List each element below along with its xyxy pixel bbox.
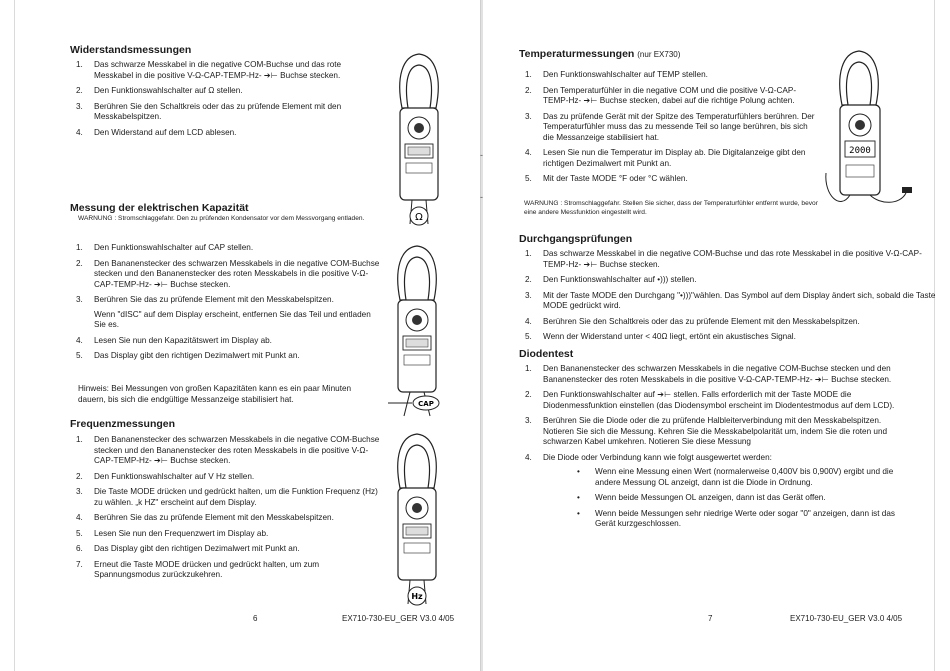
bullet-item: • Wenn eine Messung einen Wert (normalerweise 0,400V bis 0,900V) ergibt und die andere Messung OL anzeigt, dann ist die Diode in Ordnung. bbox=[577, 467, 894, 487]
list-item: 3. Berühren Sie das zu prüfende Element mit den Messkabelspitzen. Wenn "dISC" auf dem Display erscheint, entfernen Sie das Teil und entladen Sie es. bbox=[76, 295, 371, 329]
right-page bbox=[482, 0, 950, 671]
capacitance-steps bbox=[70, 243, 380, 367]
doc-code-right: EX710-730-EU_GER V3.0 4/05 bbox=[790, 614, 903, 623]
clamp-meter-illustration-hz bbox=[386, 428, 448, 608]
list-item: 4. Berühren Sie das zu prüfende Element mit den Messkabelspitzen. bbox=[76, 513, 334, 522]
clamp-meter-illustration-ohm bbox=[388, 48, 450, 228]
clamp-meter-illustration-cap bbox=[386, 240, 460, 420]
bullet-icon: • bbox=[577, 493, 580, 502]
list-item: 5. Wenn der Widerstand unter < 40Ω liegt, ertönt ein akustisches Signal. bbox=[525, 332, 796, 341]
note-capacitance: Hinweis: Bei Messungen von großen Kapazitäten kann es ein paar Minuten dauern, bis sich die endgültige Messanzeige stabilisiert hat. bbox=[78, 384, 352, 404]
list-item: 1. Den Bananenstecker des schwarzen Messkabels in die negative COM-Buchse stecken und den Bananenstecker des roten Messkabels in die positive V-Ω-CAP-TEMP-Hz- ➔⊢ Buchse stecken. bbox=[525, 364, 892, 384]
section-title-capacitance: Messung der elektrischen Kapazität bbox=[70, 202, 249, 214]
resistance-steps bbox=[70, 60, 380, 143]
list-item: 4. Lesen Sie nun die Temperatur im Display ab. Die Digitalanzeige gibt den richtigen Dezimalwert mit Punkt an. bbox=[525, 148, 806, 168]
continuity-steps bbox=[519, 249, 939, 348]
lcd-readout: 2000 bbox=[849, 146, 871, 156]
list-item: 3. Berühren Sie die Diode oder die zu prüfende Halbleiterverbindung mit den Messkabelspitzen. Notieren Sie sich die Messung. Kehren Sie die Messkabelpolarität um, indem Sie die roten und schwarzen Kabel umkehren. Notieren Sie diese Messung bbox=[525, 416, 888, 446]
list-item: 3. Berühren Sie den Schaltkreis oder das zu prüfende Element mit den Messkabelspitzen. bbox=[76, 101, 342, 121]
list-item: 7. Erneut die Taste MODE drücken und gedrückt halten, um zum Spannungsmodus zurückzukehren. bbox=[76, 559, 320, 579]
bullet-icon: • bbox=[577, 467, 580, 476]
list-item: 2. Den Temperaturfühler in die negative COM und die positive V-Ω-CAP-TEMP-Hz- ➔⊢ Buchse stecken, dabei auf die richtige Polung achten. bbox=[525, 85, 797, 105]
list-item: 5. Das Display gibt den richtigen Dezimalwert mit Punkt an. bbox=[76, 351, 300, 360]
doc-code-left: EX710-730-EU_GER V3.0 4/05 bbox=[342, 614, 455, 623]
list-item: 3. Die Taste MODE drücken und gedrückt halten, um die Funktion Frequenz (Hz) zu wählen. „k HZ" erscheint auf dem Display. bbox=[76, 487, 378, 507]
list-item: 2. Den Funktionswahlschalter auf ➔⊢ stellen. Falls erforderlich mit der Taste MODE die Diodenmessfunktion einstellen (das Diodensymbol erscheint im Diodentestmodus auf dem LCD). bbox=[525, 390, 895, 410]
warning-temperature: WARNUNG : Stromschlaggefahr. Stellen Sie sicher, dass der Temperaturfühler entfernt wurde, bevor eine andere Messfunktion eingestellt wird. bbox=[524, 200, 818, 216]
list-item: 1. Den Funktionswahlschalter auf CAP stellen. bbox=[76, 243, 254, 252]
list-item: 4. Lesen Sie nun den Kapazitätswert im Display ab. bbox=[76, 335, 272, 345]
clamp-meter-illustration-temp bbox=[820, 45, 916, 215]
list-item: 5. Lesen Sie nun den Frequenzwert im Display ab. bbox=[76, 528, 269, 538]
temperature-steps bbox=[519, 70, 819, 190]
list-item: 5. Mit der Taste MODE °F oder °C wählen. bbox=[525, 174, 688, 183]
warning-capacitance: WARNUNG : Stromschlaggefahr. Den zu prüfenden Kondensator vor dem Messvorgang entladen. bbox=[78, 215, 365, 222]
section-title-continuity: Durchgangsprüfungen bbox=[519, 233, 633, 245]
list-item: 2. Den Bananenstecker des schwarzen Messkabels in die negative COM-Buchse stecken und den Bananenstecker des roten Messkabels in die positive V-Ω-CAP-TEMP-Hz- ➔⊢ Buchse stecken. bbox=[76, 258, 380, 289]
bullet-item: • Wenn beide Messungen sehr niedrige Werte oder sogar "0" anzeigen, dann ist das Gerät kurzgeschlossen. bbox=[577, 508, 895, 528]
list-item: 2. Den Funktionswahlschalter auf V Hz stellen. bbox=[76, 471, 255, 481]
section-title-temperature: Temperaturmessungen (nur EX730) bbox=[519, 48, 681, 60]
badge-ohm: Ω bbox=[415, 212, 423, 223]
list-item: 1. Das schwarze Messkabel in die negative COM-Buchse und das rote Messkabel in die positive V-Ω-CAP-TEMP-Hz- ➔⊢ Buchse stecken. bbox=[76, 60, 342, 80]
page-number-right: 7 bbox=[708, 614, 713, 623]
frequency-steps bbox=[70, 435, 380, 586]
diode-steps bbox=[519, 364, 899, 535]
bullet-icon: • bbox=[577, 508, 580, 518]
gutter-mark: - bbox=[480, 150, 483, 160]
section-title-diode: Diodentest bbox=[519, 348, 574, 360]
list-item: 4. Die Diode oder Verbindung kann wie folgt ausgewertet werden: • Wenn eine Messung einen Wert (normalerweise 0,400V bis 0,900V) ergibt und die andere Messung OL anzeigt, dann ist die Diode in Ordnung. • Wenn beide Messungen OL anzeigen, dann ist das Gerät offen. • Wenn beide Messungen sehr niedrige Werte oder sogar "0" anzeigen, dann ist das Gerät kurzgeschlossen. bbox=[519, 453, 899, 530]
badge-cap: CAP bbox=[418, 400, 434, 408]
list-item: 3. Das zu prüfende Gerät mit der Spitze des Temperaturfühlers berühren. Der Temperaturfühler muss das zu messende Teil so lange berühren, bis sich die Messanzeige stabilisiert hat. bbox=[525, 111, 815, 142]
list-item: 3. Mit der Taste MODE den Durchgang "•)))"wählen. Das Symbol auf dem Display ändert sich, sobald die Taste MODE gedrückt wird. bbox=[525, 290, 936, 310]
page-number-left: 6 bbox=[253, 614, 258, 623]
gutter-mark: - bbox=[480, 192, 483, 202]
badge-hz: Hz bbox=[411, 592, 423, 601]
list-item: 2. Den Funktionswahlschalter auf Ω stellen. bbox=[76, 86, 243, 95]
list-item: 1. Den Funktionswahlschalter auf TEMP stellen. bbox=[525, 70, 708, 79]
list-item: 6. Das Display gibt den richtigen Dezimalwert mit Punkt an. bbox=[76, 544, 300, 553]
list-item: 4. Berühren Sie den Schaltkreis oder das zu prüfende Element mit den Messkabelspitzen. bbox=[525, 316, 860, 326]
bullet-item: • Wenn beide Messungen OL anzeigen, dann ist das Gerät offen. bbox=[577, 493, 826, 502]
diode-evaluation-list bbox=[543, 467, 899, 530]
list-item: 1. Das schwarze Messkabel in die negative COM-Buchse und das rote Messkabel in die positive V-Ω-CAP-TEMP-Hz- ➔⊢ Buchse stecken. bbox=[525, 249, 922, 269]
list-item: 1. Den Bananenstecker des schwarzen Messkabels in die negative COM-Buchse stecken und den Bananenstecker des roten Messkabels in die positive V-Ω-CAP-TEMP-Hz- ➔⊢ Buchse stecken. bbox=[76, 435, 380, 465]
section-title-resistance: Widerstandsmessungen bbox=[70, 44, 192, 56]
list-item: 2. Den Funktionswahlschalter auf •))) stellen. bbox=[525, 275, 697, 284]
section-title-frequency: Frequenzmessungen bbox=[70, 418, 176, 430]
list-item: 4. Den Widerstand auf dem LCD ablesen. bbox=[76, 127, 237, 137]
